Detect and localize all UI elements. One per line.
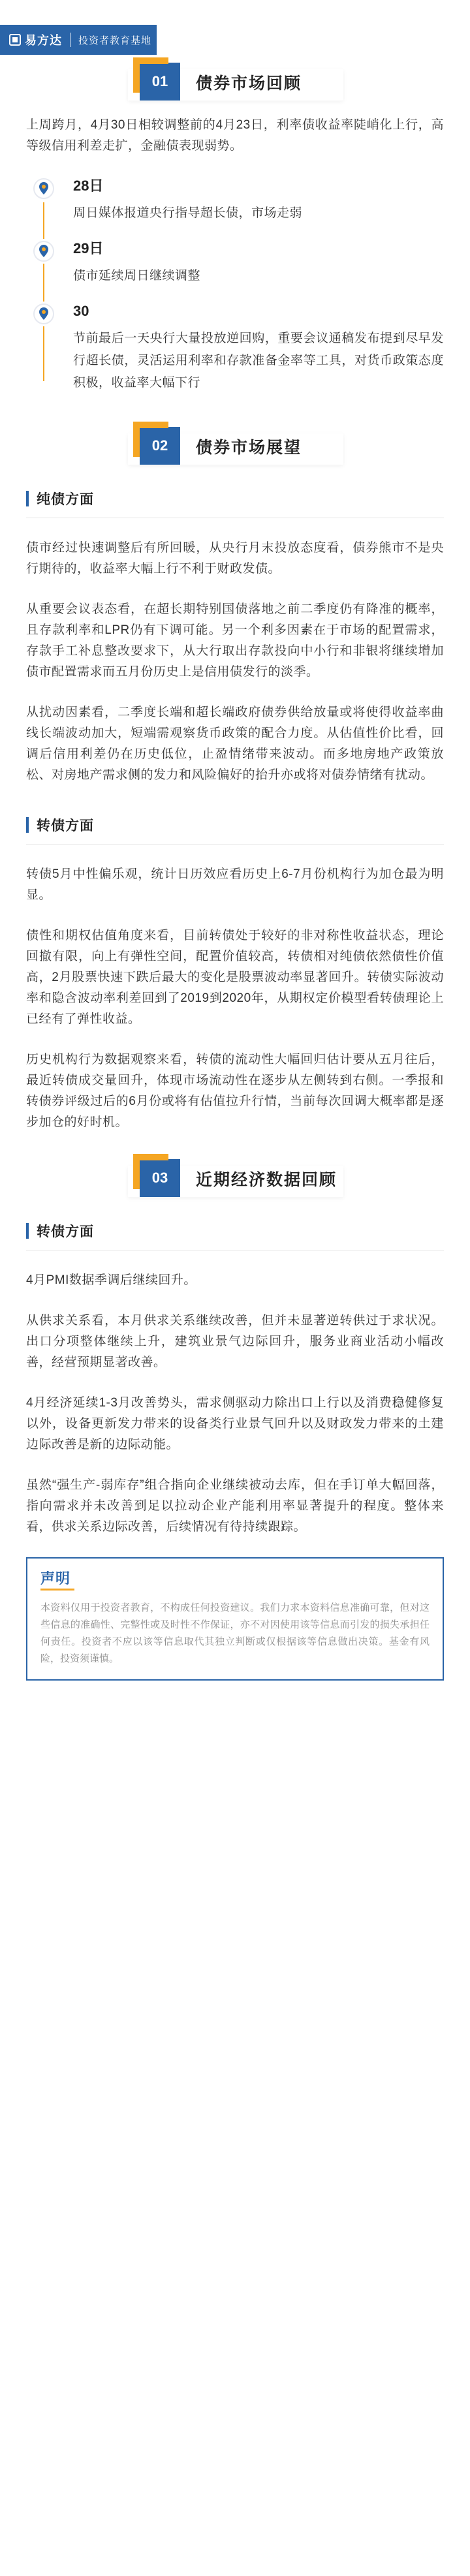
economy-paragraph: 虽然“强生产-弱库存”组合指向企业继续被动去库，但在手订单大幅回落，指向需求并未改善到足以拉动企业产能利用率显著提升的程度。整体来看，供求关系边际改善，后续情况有待持续跟踪。 (26, 1478, 444, 1534)
disclaimer-title-underline (40, 1589, 74, 1591)
timeline-date: 28日 (73, 178, 104, 194)
section-title: 债券市场展望 (196, 439, 302, 457)
page-header (0, 0, 470, 56)
subheading-pure-bond (26, 479, 444, 518)
logo-text: 易方达 (25, 34, 62, 47)
review-intro: 上周跨月，4月30日相较调整前的4月23日，利率债收益率陡峭化上行，高等级信用利差走扩，金融债表现弱势。 (26, 118, 444, 153)
section-header-03 (0, 1153, 470, 1211)
disclaimer-text: 本资料仅用于投资者教育，不构成任何投资建议。我们力求本资料信息准确可靠，但对这些信息的准确性、完整性或及时性不作保证，亦不对因使用该等信息而引发的损失承担任何责任。投资者不应以该等信息取代其独立判断或仅根据该等信息做出决策。基金有风险，投资须谨慎。 (40, 1602, 430, 1664)
outlook-paragraph: 债性和期权估值角度来看，目前转债处于较好的非对称性收益状态，理论回撤有限，向上有弹性空间，配置价值较高，转债相对纯债依然债性价值高，2月股票快速下跌后最大的变化是股票波动率显著回升。转债实际波动率和隐含波动率利差回到了2019到2020年，从期权定价模型看转债理论上已经有了弹性收益。 (26, 929, 444, 1026)
timeline-item (26, 239, 444, 287)
outlook-paragraph: 债市经过快速调整后有所回暖，从央行月末投放态度看，债券熊市不是央行期待的，收益率大幅上行不利于财政发债。 (26, 541, 444, 576)
timeline-item (26, 176, 444, 225)
section-title: 近期经济数据回顾 (196, 1171, 337, 1189)
timeline-date: 29日 (73, 240, 104, 256)
subheading-label: 转债方面 (37, 1224, 94, 1239)
section-number: 03 (140, 1159, 180, 1197)
outlook-paragraph: 转债5月中性偏乐观，统计日历效应看历史上6-7月份机构行为加仓最为明显。 (26, 867, 444, 902)
section-title: 债券市场回顾 (196, 74, 302, 93)
section-number: 02 (140, 427, 180, 465)
brand-strip (0, 25, 157, 55)
outlook-paragraph: 历史机构行为数据观察来看，转债的流动性大幅回归估计要从五月往后，最近转债成交量回升，体现市场流动性在逐步从左侧转到右侧。一季报和转债券评级过后的6月份或将有估值拉升行情，当前每次回调大概率都是逐步加仓的好时机。 (26, 1053, 444, 1129)
subheading-accent (26, 1223, 29, 1239)
subheading-convertible (26, 805, 444, 845)
section-number: 01 (140, 63, 180, 101)
subheading-label: 纯债方面 (37, 492, 94, 507)
outlook-paragraph: 从扰动因素看，二季度长端和超长端政府债券供给放量或将使得收益率曲线长端波动加大，短端需观察货币政策的配合力度。从估值性价比看，回调后信用利差仍在历史低位，止盈情绪带来波动。而多地房地产政策放松、对房地产需求侧的发力和风险偏好的抬升亦或将对债券情绪有扰动。 (26, 706, 444, 782)
logo-icon (9, 34, 21, 46)
disclaimer-title: 声明 (40, 1570, 71, 1587)
header-subtitle: 投资者教育基地 (78, 35, 152, 46)
timeline-text: 周日媒体报道央行指导超长债，市场走弱 (73, 206, 303, 220)
timeline-date: 30 (73, 303, 89, 319)
disclaimer-box (26, 1557, 444, 1681)
timeline-text: 债市延续周日继续调整 (73, 269, 201, 283)
subheading-label: 转债方面 (37, 818, 94, 833)
review-timeline (0, 176, 470, 394)
location-pin-icon (31, 176, 56, 201)
timeline-text: 节前最后一天央行大量投放逆回购，重要会议通稿发布提到尽早发行超长债，灵活运用利率和存款准备金率等工具，对货币政策态度积极，收益率大幅下行 (73, 332, 444, 390)
subheading-accent (26, 817, 29, 833)
section-header-02 (0, 420, 470, 479)
economy-paragraph: 从供求关系看，本月供求关系继续改善，但并未显著逆转供过于求状况。出口分项整体继续上升，建筑业景气边际回升，服务业商业活动小幅改善，经营预期显著改善。 (26, 1314, 444, 1369)
location-pin-icon (31, 302, 56, 326)
outlook-paragraph: 从重要会议表态看，在超长期特别国债落地之前二季度仍有降准的概率，且存款利率和LPR仍有下调可能。另一个利多因素在于市场的配置需求，存款手工补息整改要求下，从大行取出存款投向中小行和非银将继续增加债市配置需求而五月份历史上是信用债发行的淡季。 (26, 602, 444, 679)
subheading-accent (26, 491, 29, 506)
subheading-economy (26, 1211, 444, 1250)
brand-logo (0, 31, 62, 48)
economy-paragraph: 4月经济延续1-3月改善势头，需求侧驱动力除出口上行以及消费稳健修复以外，设备更新发力带来的设备类行业景气回升以及财政发力带来的土建边际改善是新的边际动能。 (26, 1396, 444, 1451)
location-pin-icon (31, 239, 56, 264)
section-header-01 (0, 56, 470, 115)
economy-paragraph: 4月PMI数据季调后继续回升。 (26, 1273, 196, 1287)
timeline-item (26, 302, 444, 394)
